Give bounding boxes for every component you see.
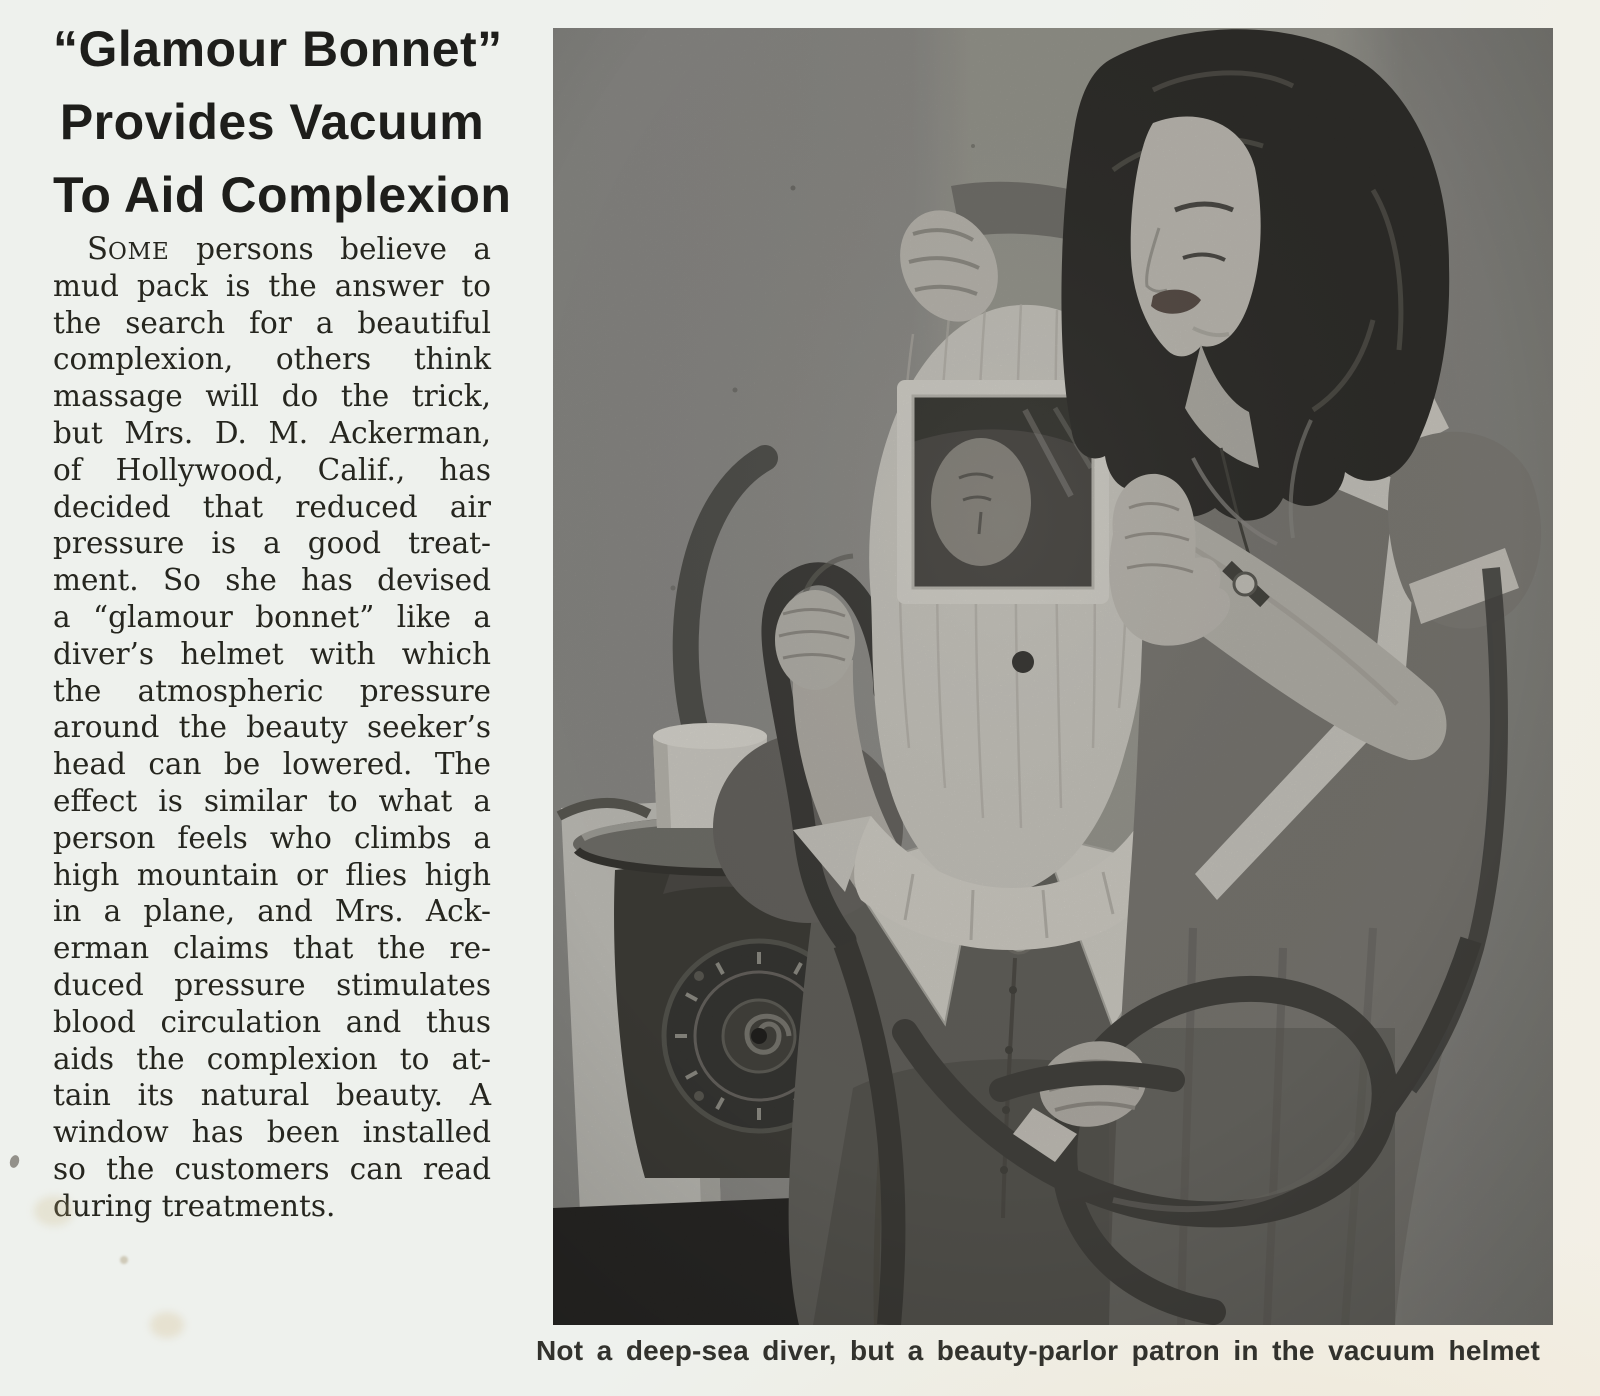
photo-illustration bbox=[553, 28, 1553, 1325]
body-line: during treatments. bbox=[53, 1188, 336, 1223]
paper-speck bbox=[8, 1154, 21, 1169]
body-line: window has been installed bbox=[53, 1115, 491, 1150]
article-headline bbox=[53, 0, 512, 232]
body-line: erman claims that the re- bbox=[53, 931, 491, 966]
body-line: SOME persons believe a bbox=[87, 232, 491, 267]
photo-caption: Not a deep-sea diver, but a beauty-parlor patron in the vacuum helmet bbox=[536, 1335, 1540, 1366]
body-line: complexion, others think bbox=[53, 342, 491, 377]
paper-stain bbox=[150, 1312, 184, 1338]
body-line: so the customers can read bbox=[53, 1151, 491, 1186]
body-line: of Hollywood, Calif., has bbox=[53, 452, 491, 487]
body-line: a “glamour bonnet” like a bbox=[53, 599, 491, 634]
body-line: pressure is a good treat- bbox=[53, 526, 491, 561]
body-line: mud pack is the answer to bbox=[53, 268, 491, 303]
vignette bbox=[553, 28, 1553, 1325]
body-line: massage will do the trick, bbox=[53, 379, 491, 414]
body-line: tain its natural beauty. A bbox=[53, 1078, 491, 1113]
article-column bbox=[53, 0, 512, 1223]
body-line: head can be lowered. The bbox=[53, 747, 491, 782]
body-line: duced pressure stimulates bbox=[53, 967, 491, 1002]
article-photo bbox=[553, 28, 1553, 1325]
body-line: the search for a beautiful bbox=[53, 305, 491, 340]
body-line: blood circulation and thus bbox=[53, 1004, 491, 1039]
body-line: effect is similar to what a bbox=[53, 783, 491, 818]
body-line: around the beauty seeker’s bbox=[53, 710, 491, 745]
body-line: person feels who climbs a bbox=[53, 820, 491, 855]
headline-line-1: “Glamour Bonnet” bbox=[53, 21, 503, 77]
paper-speck bbox=[120, 1256, 128, 1264]
body-line: aids the complexion to at- bbox=[53, 1041, 491, 1076]
headline-line-3: To Aid Complexion bbox=[53, 167, 512, 223]
body-line: the atmospheric pressure bbox=[53, 673, 491, 708]
body-line: but Mrs. D. M. Ackerman, bbox=[53, 415, 491, 450]
body-line: ment. So she has devised bbox=[53, 563, 491, 598]
body-line: high mountain or flies high bbox=[53, 857, 491, 892]
paper-stain bbox=[34, 1196, 74, 1226]
article-body bbox=[53, 231, 491, 1225]
body-line: diver’s helmet with which bbox=[53, 636, 491, 671]
body-line: decided that reduced air bbox=[53, 489, 491, 524]
body-line: in a plane, and Mrs. Ack- bbox=[53, 894, 491, 929]
headline-line-2: Provides Vacuum bbox=[59, 94, 485, 150]
